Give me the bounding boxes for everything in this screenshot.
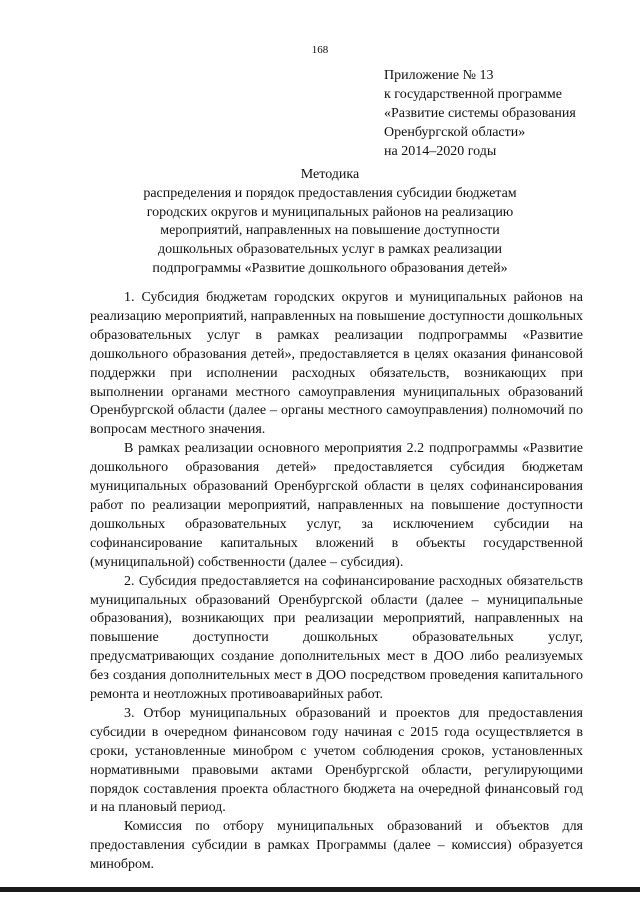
- title-line: распределения и порядок предоставления субсидии бюджетам: [143, 185, 517, 201]
- document-title: [80, 166, 580, 279]
- paragraph: В рамках реализации основного мероприятия 2.2 подпрограммы «Развитие дошкольного образования детей» предоставляется субсидия бюджетам муниципальных образований Оренбургской области в целях софинансирования работ по реализации мероприятий, направленных на повышение доступности дошкольных образовательных услуг, за исключением субсидии на софинансирование капитальных вложений в объекты государственной (муниципальной) собственности (далее – субсидия).: [90, 441, 583, 570]
- appendix-line: «Развитие системы образования: [384, 106, 576, 121]
- appendix-line: Приложение № 13: [384, 68, 494, 83]
- appendix-line: к государственной программе: [384, 87, 562, 102]
- paragraph: 3. Отбор муниципальных образований и проектов для предоставления субсидии в очередном финансовом году начиная с 2015 года осуществляется в сроки, установленные минобром с учетом соблюдения сроков, установленных нормативными правовыми актами Оренбургской области, регулирующими порядок составления проекта областного бюджета на очередной финансовый год и на плановый период.: [90, 705, 583, 816]
- appendix-line: на 2014–2020 годы: [384, 144, 497, 159]
- appendix-header: [384, 66, 576, 161]
- paragraph: 1. Субсидия бюджетам городских округов и муниципальных районов на реализацию мероприятий, направленных на повышение доступности дошкольных образовательных услуг в рамках реализации подпрограммы «Развитие дошкольного образования детей», предоставляется в целях оказания финансовой поддержки при исполнении расходных обязательств, возникающих при выполнении органами местного самоуправления муниципальных образований Оренбургской области (далее – органы местного самоуправления) полномочий по вопросам местного значения.: [90, 290, 583, 438]
- title-line: городских округов и муниципальных районов на реализацию: [146, 204, 514, 220]
- paragraph: 2. Субсидия предоставляется на софинансирование расходных обязательств муниципальных образований Оренбургской области (далее – муниципальные образования), возникающих при реализации мероприятий, направленных на повышение доступности дошкольных образовательных услуг, предусматривающих создание дополнительных мест в ДОО либо реализуемых без создания дополнительных мест в ДОО посредством проведения капитального ремонта и неотложных противоаварийных работ.: [90, 573, 583, 703]
- document-body: [90, 289, 583, 875]
- page-number: 168: [311, 44, 329, 56]
- appendix-line: Оренбургской области»: [384, 125, 526, 140]
- title-line: мероприятий, направленных на повышение доступности: [160, 223, 500, 239]
- title-line: Методика: [300, 167, 360, 182]
- paragraph: Комиссия по отбору муниципальных образований и объектов для предоставления субсидии в рамках Программы (далее – комиссия) образуется минобром.: [90, 819, 583, 873]
- title-line: подпрограммы «Развитие дошкольного образования детей»: [152, 260, 508, 276]
- title-line: дошкольных образовательных услуг в рамках реализации: [157, 242, 503, 258]
- scan-bottom-border: [0, 887, 640, 892]
